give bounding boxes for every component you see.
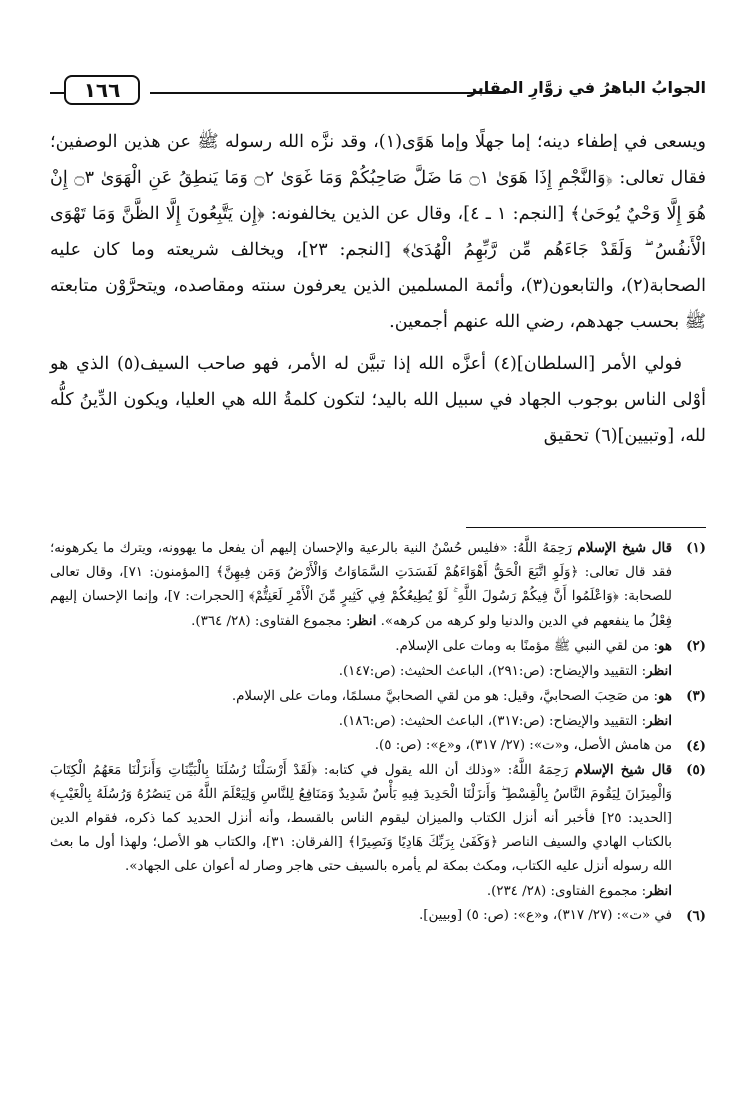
footnote <box>50 758 706 904</box>
footnote-text: رَحِمَهُ اللَّهُ: «فليس حُسْنُ النية بالرعية والإحسان إليهم أن يفعل ما يهوونه، ويترك ما يكرهونه؛ فقد قال تعالى: ﴿وَلَوِ اتَّبَعَ الْحَقُّ أَهْوَاءَهُمْ لَفَسَدَتِ السَّمَاوَاتُ وَالْأَرْضُ وَمَن فِيهِنَّ﴾ [المؤمنون: ٧١]، وقال تعالى للصحابة: ﴿وَاعْلَمُوا أَنَّ فِيكُمْ رَسُولَ اللَّهِ ۚ لَوْ يُطِيعُكُمْ فِي كَثِيرٍ مِّنَ الْأَمْرِ لَعَنِتُّمْ﴾ [الحجرات: ٧]، وإنما الإحسان إليهم فِعْلُ ما ينفعهم في الدين والدنيا ولو كرهه من كرهه». <box>50 541 672 629</box>
footnote-number: (٥) <box>686 762 706 778</box>
header-rule <box>150 92 506 94</box>
footnote-number: (٤) <box>686 738 706 754</box>
footnote <box>50 536 706 634</box>
page-number: ١٦٦ <box>64 75 140 105</box>
footnote-ref: : مجموع الفتاوى: (٢٨/ ٢٣٤). <box>486 884 647 899</box>
footnote-ref-label: انظر <box>350 613 377 629</box>
footnote <box>50 684 706 734</box>
header-rule-tail <box>50 92 64 94</box>
paragraph: ويسعى في إطفاء دينه؛ إما جهلًا وإما هَوًى(١)، وقد نزَّه الله رسوله ﷺ عن هذين الوصفين؛ فقال تعالى: ﴿وَالنَّجْمِ إِذَا هَوَىٰ ۝١ مَا ضَلَّ صَاحِبُكُمْ وَمَا غَوَىٰ ۝٢ وَمَا يَنطِقُ عَنِ الْهَوَىٰ ۝٣ إِنْ هُوَ إِلَّا وَحْيٌ يُوحَىٰ﴾ [النجم: ١ ـ ٤]، وقال عن الذين يخالفونه: ﴿إِن يَتَّبِعُونَ إِلَّا الظَّنَّ وَمَا تَهْوَى الْأَنفُسُ ۖ وَلَقَدْ جَاءَهُم مِّن رَّبِّهِمُ الْهُدَىٰ﴾ [النجم: ٢٣]، ويخالف شريعته وما كان عليه الصحابة(٢)، والتابعون(٣)، وأئمة المسلمين الذين يعرفون سنته ومقاصده، ويتحرَّوْن متابعته ﷺ بحسب جهدهم، رضي الله عنهم أجمعين. <box>50 132 707 332</box>
footnote <box>50 734 706 758</box>
footnotes <box>50 536 706 928</box>
footnote-text: من هامش الأصل، و«ت»: (٢٧/ ٣١٧)، و«ع»: (ص: ٥). <box>374 738 672 753</box>
footnote-number: (١) <box>686 540 706 556</box>
footnote-lead: قال شيخ الإسلام <box>574 762 672 778</box>
footnote-text: في «ت»: (٢٧/ ٣١٧)، و«ع»: (ص: ٥) [وبيين]. <box>418 908 672 923</box>
footnote <box>50 904 706 928</box>
footnote-ref-label: انظر <box>646 883 672 899</box>
footnote-lead: هو <box>658 688 672 704</box>
footnote-number: (٦) <box>686 908 706 924</box>
running-title: الجوابُ الباهرُ في زوَّارِ المقابر <box>467 78 706 97</box>
footnote-text: رَحِمَهُ اللَّهُ: «وذلك أن الله يقول في كتابه: ﴿لَقَدْ أَرْسَلْنَا رُسُلَنَا بِالْبَيِّنَاتِ وَأَنزَلْنَا مَعَهُمُ الْكِتَابَ وَالْمِيزَانَ لِيَقُومَ النَّاسُ بِالْقِسْطِ ۖ وَأَنزَلْنَا الْحَدِيدَ فِيهِ بَأْسٌ شَدِيدٌ وَمَنَافِعُ لِلنَّاسِ وَلِيَعْلَمَ اللَّهُ مَن يَنصُرُهُ وَرُسُلَهُ بِالْغَيْبِ﴾ [الحديد: ٢٥] فأخبر أنه أنزل الكتاب والميزان ليقوم الناس بالقسط، وأنه أنزل الحديد كما ذكره، فقوام الدين بالكتاب الهادي والسيف الناصر ﴿وَكَفَىٰ بِرَبِّكَ هَادِيًا وَنَصِيرًا﴾ [الفرقان: ٣١]، والكتاب هو الأصل؛ ولهذا أول ما بعث الله رسوله أنزل عليه الكتاب، ومكث بمكة لم يأمره بالسيف حتى هاجر وصار له أعوان على الجهاد». <box>50 763 673 874</box>
footnote-ref: : التقييد والإيضاح: (ص:٢٩١)، الباعث الحثيث: (ص:١٤٧). <box>338 664 647 679</box>
footnote-lead: قال شيخ الإسلام <box>577 540 672 556</box>
footnote-ref: : مجموع الفتاوى: (٢٨/ ٣٦٤). <box>191 614 351 629</box>
footnote-lead: هو <box>658 638 672 654</box>
footnote-ref-label: انظر <box>646 663 672 679</box>
paragraph: فولي الأمر [السلطان](٤) أعزَّه الله إذا تبيَّن له الأمر، فهو صاحب السيف(٥) الذي هو أوْلى الناس بوجوب الجهاد في سبيل الله باليد؛ لتكون كلمةُ الله هي العليا، ويكون الدِّينُ كلُّه لله، [وتبيين](٦) تحقيق <box>50 354 706 446</box>
footnote-ref: : التقييد والإيضاح: (ص:٣١٧)، الباعث الحثيث: (ص:١٨٦). <box>338 714 647 729</box>
footnote-number: (٢) <box>686 638 706 654</box>
footnote-ref-label: انظر <box>646 713 672 729</box>
footnote-text: : من صَحِبَ الصحابيَّ، وقيل: هو من لقي الصحابيَّ مسلمًا، ومات على الإسلام. <box>231 689 659 704</box>
footnote-separator <box>466 527 706 528</box>
footnote-number: (٣) <box>686 688 706 704</box>
page-header <box>50 70 706 116</box>
footnote <box>50 634 706 684</box>
main-text <box>50 124 706 454</box>
footnote-text: : من لقي النبي ﷺ مؤمنًا به ومات على الإسلام. <box>395 639 659 654</box>
